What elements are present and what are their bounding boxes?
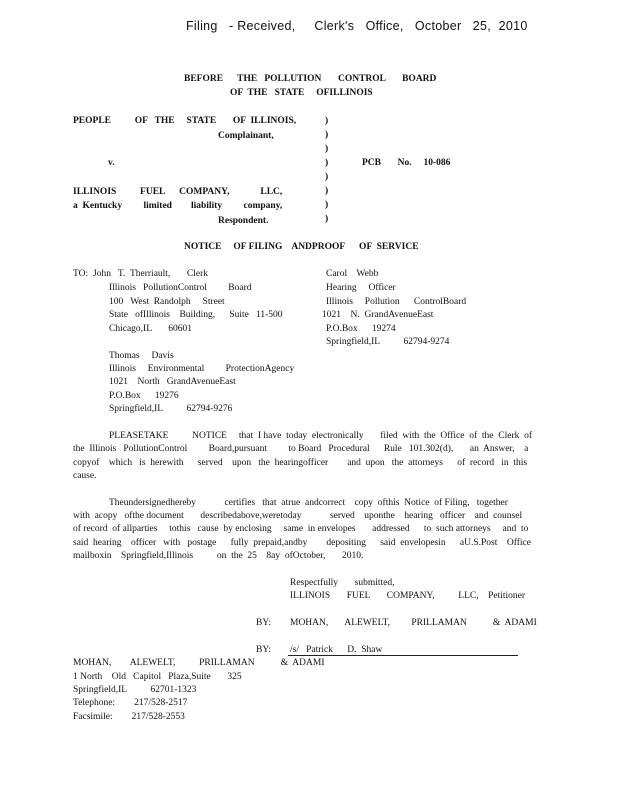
caption-plaintiff: PEOPLE OF THE STATE OF ILLINOIS,	[73, 116, 297, 126]
to-left-line: State ofIllinois Building, Suite 11-500	[109, 310, 283, 320]
notice-paragraph-line: copyof which is herewith served upon the hearingofficer and upon the attorneys of record in this	[73, 458, 528, 468]
caption-paren: )	[325, 172, 329, 182]
to-third-line: Thomas Davis	[109, 351, 174, 361]
caption-paren: )	[325, 144, 329, 154]
caption-defendant: ILLINOIS FUEL COMPANY, LLC,	[73, 187, 283, 197]
firm-phone: Telephone: 217/528-2517	[73, 698, 188, 708]
by-label: BY:	[256, 618, 271, 628]
case-number: PCB No. 10-086	[362, 158, 451, 168]
respectfully-submitted: Respectfully submitted,	[290, 578, 395, 588]
caption-paren: )	[325, 116, 329, 126]
to-right-line: Illinois Pollution ControlBoard	[326, 297, 467, 307]
notice-paragraph-line: PLEASETAKE NOTICE that I have today electronically filed with the Office of the Clerk of	[109, 431, 533, 441]
caption-paren: )	[325, 200, 329, 210]
caption-paren: )	[325, 130, 329, 140]
by-firm: MOHAN, ALEWELT, PRILLAMAN & ADAMI	[290, 618, 537, 628]
caption-complainant: Complainant,	[218, 131, 274, 141]
firm-address-line: Springfield,IL 62701-1323	[73, 685, 197, 695]
to-third-line: 1021 North GrandAvenueEast	[109, 377, 236, 387]
to-left-line: Chicago,IL 60601	[109, 324, 193, 334]
filing-stamp: Filing - Received, Clerk's Office, October 25, 2010	[186, 19, 528, 33]
to-right-line: Carol Webb	[326, 269, 379, 279]
to-third-line: Illinois Environmental ProtectionAgency	[109, 364, 295, 374]
to-right-line: P.O.Box 19274	[326, 324, 396, 334]
notice-title: NOTICE OF FILING ANDPROOF OF SERVICE	[184, 242, 419, 252]
board-heading-line1: BEFORE THE POLLUTION CONTROL BOARD	[184, 74, 437, 84]
caption-defendant-desc: a Kentucky limited liability company,	[73, 201, 283, 211]
certification-paragraph-line: Theundersignedhereby certifies that atrue andcorrect copy ofthis Notice of Filing, together	[109, 498, 508, 508]
firm-address-line: MOHAN, ALEWELT, PRILLAMAN & ADAMI	[73, 658, 325, 668]
caption-respondent: Respondent.	[218, 216, 269, 226]
to-left-line: 100 West Randolph Street	[109, 297, 225, 307]
certification-paragraph-line: said hearing officer with postage fully prepaid,andby depositing said envelopesin aU.S.Post Office	[73, 538, 531, 548]
firm-fax: Facsimile: 217/528-2553	[73, 712, 185, 722]
certification-paragraph-line: mailboxin Springfield,Illinois on the 25 8ay ofOctober, 2010.	[73, 551, 364, 561]
electronic-signature: /s/ Patrick D. Shaw	[290, 645, 383, 655]
to-label: TO:	[73, 269, 89, 279]
to-left-line: Illinois PollutionControl Board	[109, 283, 252, 293]
board-heading-line2: OF THE STATE OFILLINOIS	[230, 88, 373, 98]
certification-paragraph-line: with acopy ofthe document describedabove,weretoday served uponthe hearing officer and counsel	[73, 511, 523, 521]
caption-versus: v.	[108, 158, 115, 168]
notice-paragraph-line: cause.	[73, 471, 97, 481]
caption-paren: )	[325, 158, 329, 168]
notice-paragraph-line: the Illinois PollutionControl Board,pursuant to Board Procedural Rule 101.302(d), an Answer, a	[73, 444, 529, 454]
caption-paren: )	[325, 186, 329, 196]
firm-address-line: 1 North Old Capitol Plaza,Suite 325	[73, 672, 242, 682]
caption-paren: )	[325, 214, 329, 224]
certification-paragraph-line: of record of allparties tothis cause by enclosing same in envelopes addressed to such attorneys and to	[73, 524, 529, 534]
by-label: BY:	[256, 645, 271, 655]
to-left-line: John T. Therriault, Clerk	[93, 269, 209, 279]
to-right-line: Hearing Officer	[326, 283, 396, 293]
to-third-line: P.O.Box 19276	[109, 391, 179, 401]
signatory-party: ILLINOIS FUEL COMPANY, LLC, Petitioner	[290, 591, 526, 601]
to-third-line: Springfield,IL 62794-9276	[109, 404, 233, 414]
signature-line	[288, 655, 518, 656]
to-right-line: 1021 N. GrandAvenueEast	[322, 310, 434, 320]
to-right-line: Springfield,IL 62794-9274	[326, 337, 450, 347]
